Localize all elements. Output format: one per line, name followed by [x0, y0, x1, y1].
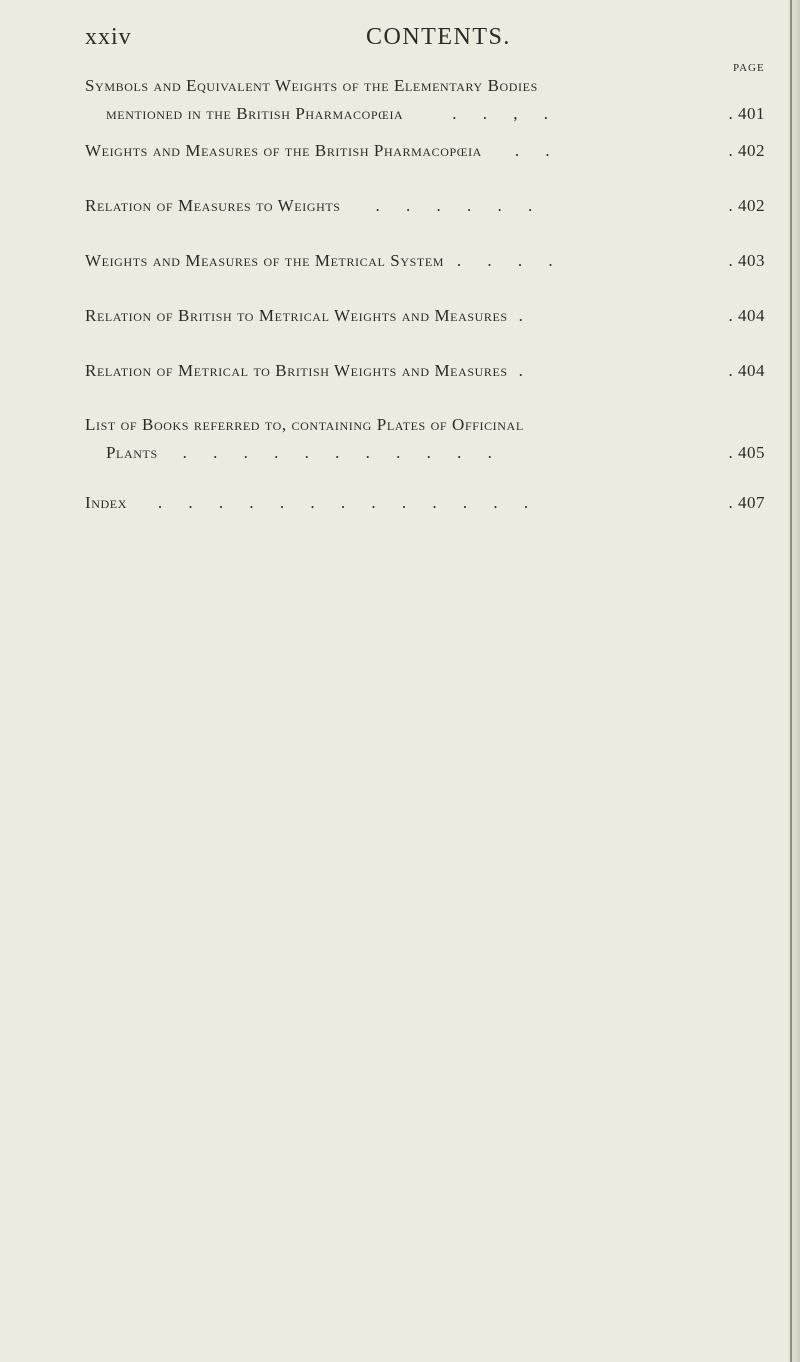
toc-entry-weights-measures-bp[interactable] [85, 141, 765, 169]
toc-entry-title-text: Index [85, 493, 127, 512]
page-column-label: PAGE [733, 62, 765, 74]
toc-entry-title-line-continued [85, 104, 765, 132]
toc-page-number: . 404 [728, 306, 765, 325]
toc-entry-title-text: Relation of British to Metrical Weights and Measures [85, 306, 508, 325]
page-title: CONTENTS. [366, 24, 511, 50]
toc-entry-title-line [85, 361, 765, 389]
toc-entry-metrical-to-british[interactable] [85, 361, 765, 389]
dot-leader: . . , . [452, 104, 559, 123]
toc-entry-list-of-books[interactable] [85, 415, 765, 471]
dot-leader: . . [514, 141, 561, 160]
toc-entry-title-line-continued [85, 443, 765, 471]
toc-page-number: . 405 [728, 443, 765, 462]
running-head [0, 24, 800, 54]
toc-entry-metrical-system[interactable] [85, 251, 765, 279]
toc-page-number: . 402 [728, 196, 765, 215]
toc-entry-title-line [85, 493, 765, 521]
toc-entry-title-text: Weights and Measures of the British Pharmacopœia [85, 141, 482, 160]
dot-leader: . [518, 361, 534, 380]
dot-leader: . . . . . . [375, 196, 544, 215]
toc-entry-title-text: Weights and Measures of the Metrical System [85, 251, 445, 270]
toc-entry-title-text: Relation of Metrical to British Weights and Measures [85, 361, 508, 380]
toc-entry-index[interactable] [85, 493, 765, 521]
dot-leader: . [518, 306, 534, 325]
gutter-rule [790, 0, 792, 1362]
toc-entry-elementary-bodies[interactable] [85, 76, 765, 132]
dot-leader: . . . . . . . . . . . . . [157, 493, 540, 512]
page-number-folio: xxiv [85, 24, 132, 50]
toc-page-number: . 404 [728, 361, 765, 380]
toc-entry-measures-to-weights[interactable] [85, 196, 765, 224]
toc-entry-title-text: mentioned in the British Pharmacopœia [106, 104, 404, 123]
toc-entry-title-line: List of Books referred to, containing Plates of Officinal [85, 415, 524, 434]
toc-page-number: . 401 [728, 104, 765, 123]
toc-entry-title-line [85, 196, 765, 224]
toc-page-number: . 407 [728, 493, 765, 512]
dot-leader: . . . . . . . . . . . [182, 443, 503, 462]
dot-leader: . . . . [456, 251, 564, 270]
toc-entry-title-line: Symbols and Equivalent Weights of the Elementary Bodies [85, 76, 538, 95]
toc-entry-title-line [85, 141, 765, 169]
toc-page-number: . 402 [728, 141, 765, 160]
toc-entry-title-line [85, 251, 765, 279]
toc-entry-title-text: Plants [106, 443, 158, 462]
toc-entry-title-line [85, 306, 765, 334]
toc-page-number: . 403 [728, 251, 765, 270]
toc-entry-title-text: Relation of Measures to Weights [85, 196, 341, 215]
toc-entry-british-to-metrical[interactable] [85, 306, 765, 334]
